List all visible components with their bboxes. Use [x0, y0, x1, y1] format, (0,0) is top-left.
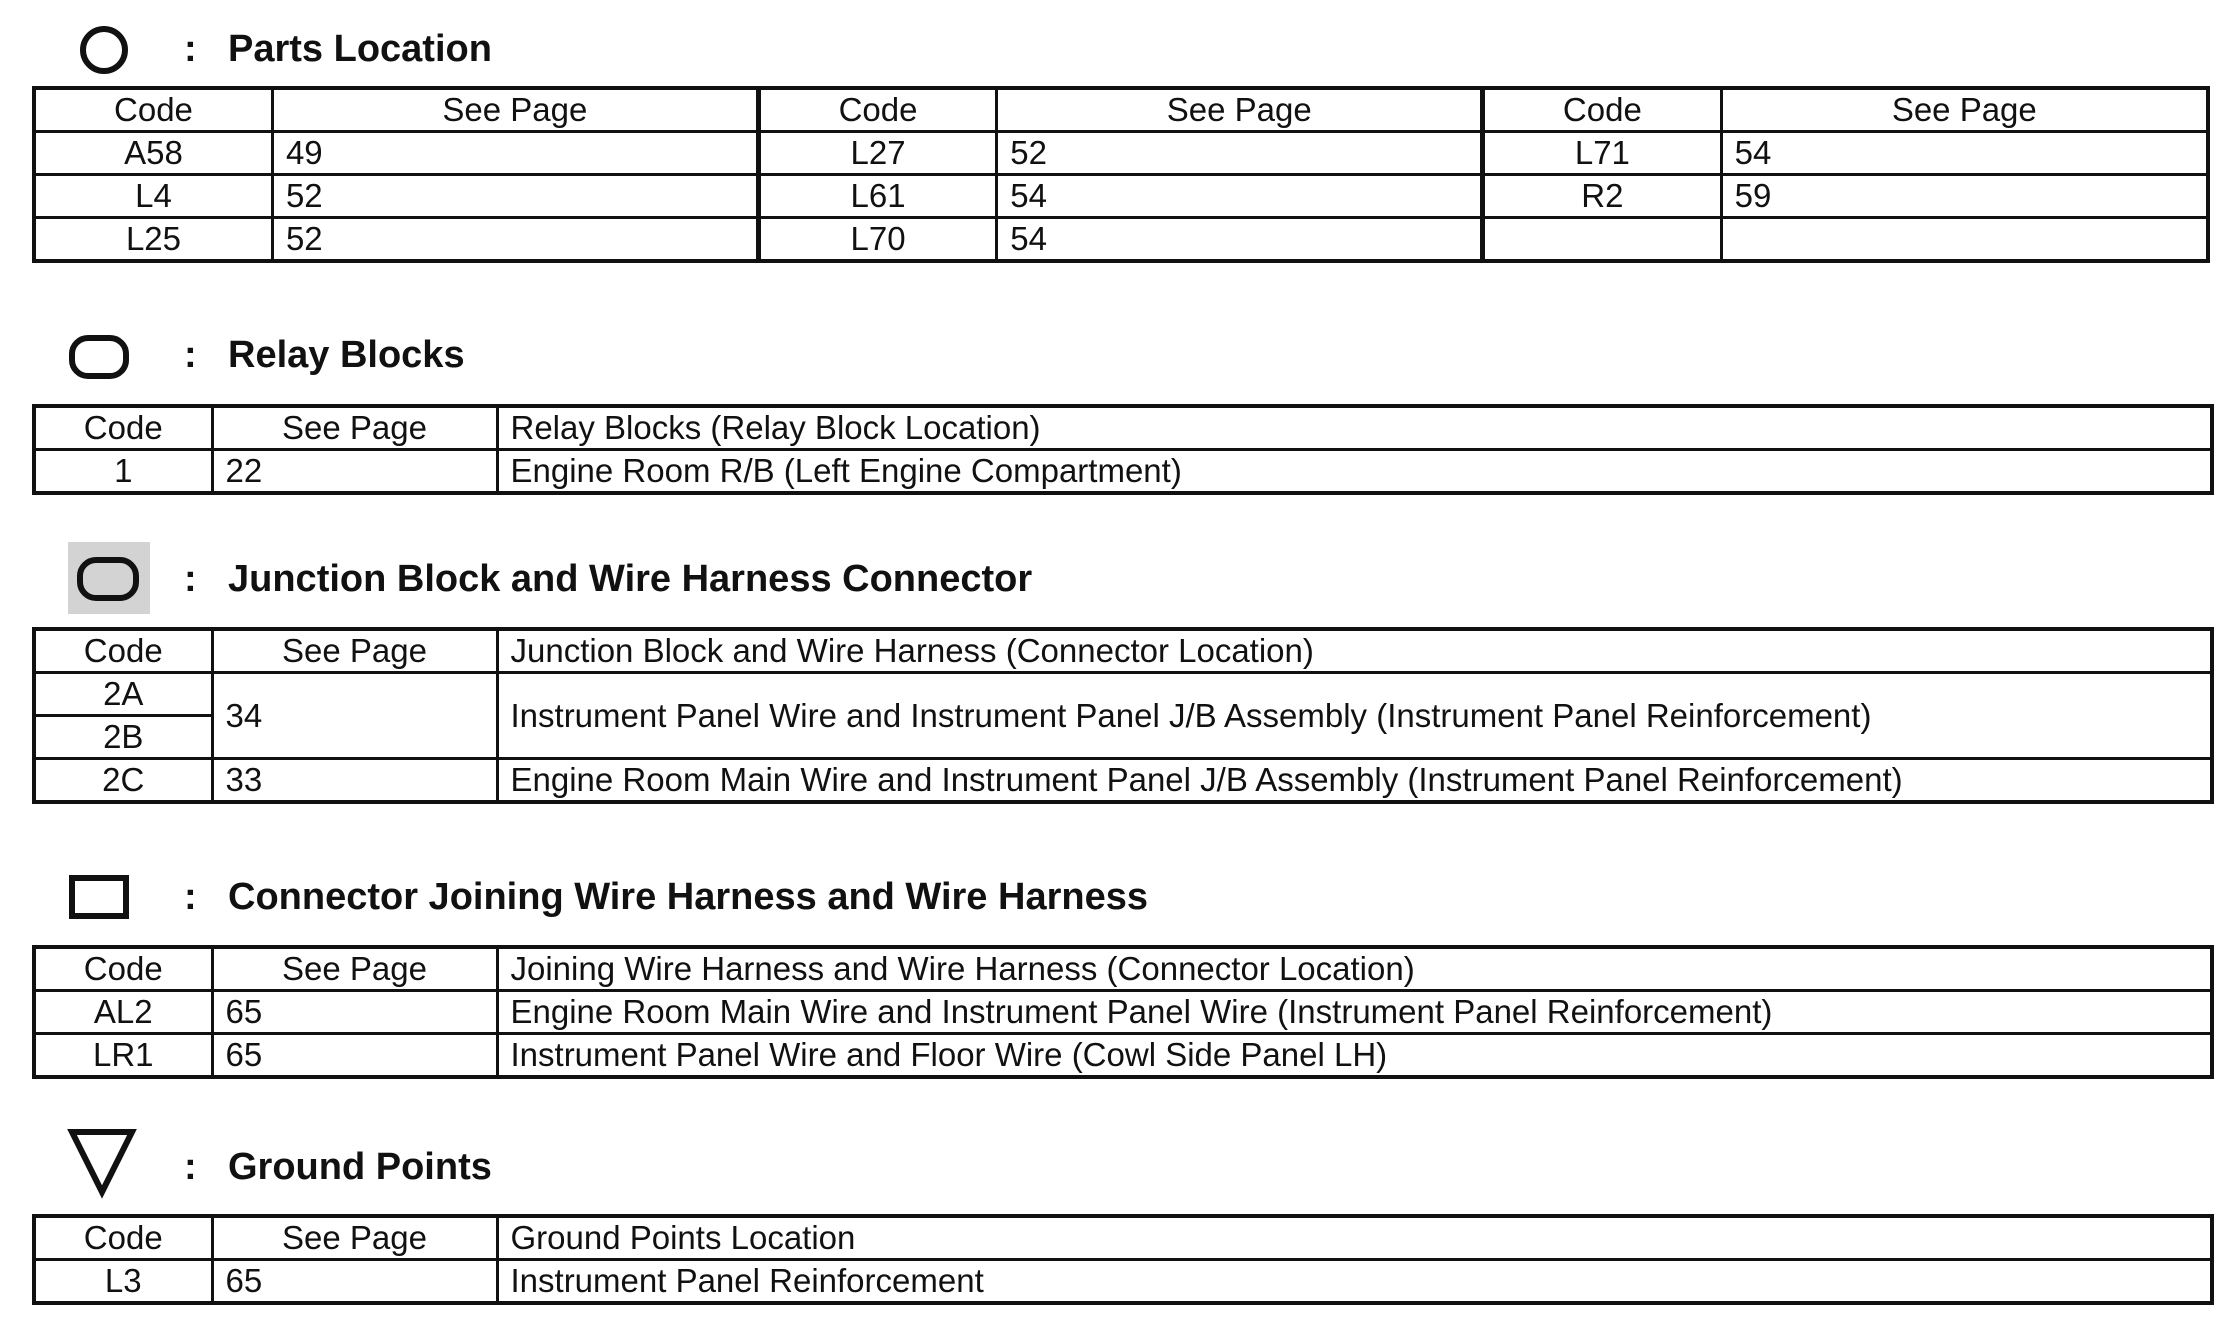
- downward-triangle-icon: [66, 1126, 156, 1206]
- section-title: Relay Blocks: [228, 334, 465, 376]
- parts-location-table: [32, 86, 2210, 263]
- column-header-code: Code: [34, 406, 212, 450]
- code-cell: L25: [34, 218, 272, 262]
- code-cell: L71: [1483, 132, 1721, 175]
- connector-joining-table: [32, 945, 2214, 1079]
- column-header-location: Joining Wire Harness and Wire Harness (Connector Location): [497, 947, 2212, 991]
- page-cell: 65: [212, 1260, 497, 1304]
- junction-block-heading: [66, 538, 2166, 618]
- code-cell: 2B: [34, 716, 212, 759]
- table-row: [34, 218, 2208, 262]
- page-cell: 22: [212, 450, 497, 494]
- section-colon: :: [184, 558, 197, 600]
- column-header-location: Junction Block and Wire Harness (Connector Location): [497, 629, 2212, 673]
- code-cell: L3: [34, 1260, 212, 1304]
- section-title: Connector Joining Wire Harness and Wire Harness: [228, 876, 1148, 918]
- description-cell: Instrument Panel Reinforcement: [497, 1260, 2212, 1304]
- page-cell: 52: [272, 175, 758, 218]
- junction-block-table: [32, 627, 2214, 804]
- page-cell: 54: [997, 175, 1483, 218]
- section-title: Junction Block and Wire Harness Connector: [228, 558, 1033, 600]
- section-title: Parts Location: [228, 28, 492, 70]
- parts-location-heading: [66, 10, 2166, 90]
- table-row: [34, 1260, 2212, 1304]
- ground-points-table: [32, 1214, 2214, 1305]
- rectangle-icon: [66, 858, 156, 938]
- column-header-code: Code: [34, 1216, 212, 1260]
- page-cell: 52: [272, 218, 758, 262]
- column-header-code: Code: [758, 88, 996, 132]
- table-header-row: [34, 88, 2208, 132]
- column-header-see-page: See Page: [1721, 88, 2208, 132]
- rounded-rectangle-icon: [66, 316, 156, 396]
- table-row: [34, 175, 2208, 218]
- column-header-code: Code: [1483, 88, 1721, 132]
- column-header-code: Code: [34, 629, 212, 673]
- code-cell: L27: [758, 132, 996, 175]
- code-cell: L4: [34, 175, 272, 218]
- code-cell: LR1: [34, 1034, 212, 1078]
- section-title: Ground Points: [228, 1146, 492, 1188]
- table-row: [34, 132, 2208, 175]
- column-header-location: Relay Blocks (Relay Block Location): [497, 406, 2212, 450]
- section-colon: :: [184, 1146, 197, 1188]
- code-cell: 2C: [34, 759, 212, 803]
- page-cell: 49: [272, 132, 758, 175]
- page-cell: [1721, 218, 2208, 262]
- column-header-see-page: See Page: [272, 88, 758, 132]
- table-row: [34, 1034, 2212, 1078]
- description-cell: Engine Room Main Wire and Instrument Panel J/B Assembly (Instrument Panel Reinforcement): [497, 759, 2212, 803]
- description-cell: Engine Room R/B (Left Engine Compartment): [497, 450, 2212, 494]
- page-cell: 33: [212, 759, 497, 803]
- table-row: [34, 759, 2212, 803]
- column-header-see-page: See Page: [212, 947, 497, 991]
- section-colon: :: [184, 28, 197, 70]
- column-header-see-page: See Page: [997, 88, 1483, 132]
- ground-points-heading: [66, 1126, 2166, 1206]
- code-cell: A58: [34, 132, 272, 175]
- table-row: [34, 673, 2212, 716]
- page-cell: 59: [1721, 175, 2208, 218]
- code-cell: 2A: [34, 673, 212, 716]
- code-cell: L61: [758, 175, 996, 218]
- table-row: [34, 450, 2212, 494]
- description-cell: Instrument Panel Wire and Floor Wire (Cowl Side Panel LH): [497, 1034, 2212, 1078]
- table-header-row: [34, 406, 2212, 450]
- description-cell: Instrument Panel Wire and Instrument Panel J/B Assembly (Instrument Panel Reinforcement): [497, 673, 2212, 759]
- code-cell: 1: [34, 450, 212, 494]
- column-header-see-page: See Page: [212, 629, 497, 673]
- page-cell: 54: [997, 218, 1483, 262]
- table-header-row: [34, 947, 2212, 991]
- page-cell: 65: [212, 991, 497, 1034]
- column-header-code: Code: [34, 88, 272, 132]
- code-cell: L70: [758, 218, 996, 262]
- relay-blocks-table: [32, 404, 2214, 495]
- description-cell: Engine Room Main Wire and Instrument Panel Wire (Instrument Panel Reinforcement): [497, 991, 2212, 1034]
- section-colon: :: [184, 876, 197, 918]
- section-colon: :: [184, 334, 197, 376]
- page-cell: 54: [1721, 132, 2208, 175]
- column-header-see-page: See Page: [212, 1216, 497, 1260]
- connector-joining-heading: [66, 858, 2166, 938]
- code-cell: [1483, 218, 1721, 262]
- page-cell: 52: [997, 132, 1483, 175]
- table-row: [34, 991, 2212, 1034]
- circle-icon: [66, 10, 156, 90]
- code-cell: AL2: [34, 991, 212, 1034]
- page-cell: 34: [212, 673, 497, 759]
- table-header-row: [34, 629, 2212, 673]
- code-cell: R2: [1483, 175, 1721, 218]
- column-header-code: Code: [34, 947, 212, 991]
- page-cell: 65: [212, 1034, 497, 1078]
- shaded-rounded-rectangle-icon: [66, 538, 156, 618]
- column-header-location: Ground Points Location: [497, 1216, 2212, 1260]
- table-header-row: [34, 1216, 2212, 1260]
- column-header-see-page: See Page: [212, 406, 497, 450]
- relay-blocks-heading: [66, 316, 2166, 396]
